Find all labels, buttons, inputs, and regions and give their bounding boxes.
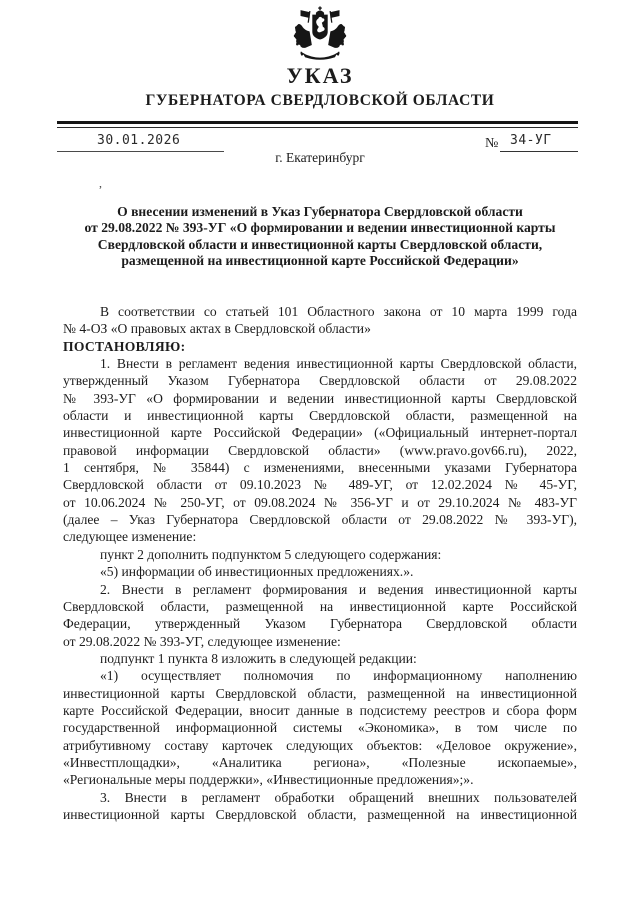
document-line: правовой информации Свердловской области» (www.pravo.gov66.ru), 2022,	[63, 442, 577, 458]
document-line: инвестиционной карты Свердловской области, размещенной на инвестиционной	[63, 685, 577, 701]
document-date: 30.01.2026	[97, 133, 181, 148]
document-line: «1) осуществляет полномочия по информационному наполнению	[100, 668, 577, 684]
document-line: карте Российской Федерации, вносит данные в подсистему реестров и сбора форм	[63, 702, 577, 718]
number-sign: №	[485, 136, 499, 151]
document-line: «5) информации об инвестиционных предложениях.».	[100, 564, 414, 580]
document-line: 3. Внести в регламент обработки обращений внешних пользователей	[100, 789, 577, 805]
document-line: Федерации, утвержденный Указом Губернатора Свердловской области	[63, 616, 577, 632]
decree-body	[63, 303, 577, 823]
document-line: государственной информационной системы «Экономика», в том числе по	[63, 720, 577, 736]
document-line: от 10.06.2024 № 250-УГ, от 09.08.2024 № 356-УГ и от 29.10.2024 № 483-УГ	[63, 494, 577, 510]
document-line: «Инвестплощадки», «Аналитика региона», «Полезные ископаемые»,	[63, 754, 577, 770]
document-line: 1. Внести в регламент ведения инвестиционной карты Свердловской области,	[100, 356, 577, 372]
document-line: следующее изменение:	[63, 529, 197, 545]
header-divider	[57, 121, 578, 128]
document-line: подпункт 1 пункта 8 изложить в следующей редакции:	[100, 650, 417, 666]
document-line: пункт 2 дополнить подпунктом 5 следующего содержания:	[100, 546, 442, 562]
document-line: атрибутивному составу карточек следующих объектов: «Деловое окружение»,	[63, 737, 577, 753]
document-number: 34-УГ	[510, 133, 552, 148]
document-type-heading: УКАЗ	[286, 63, 354, 88]
document-line: Свердловской области, размещенной на инвестиционной карте Российской	[63, 598, 577, 614]
document-line: В соответствии со статьей 101 Областного закона от 10 марта 1999 года	[100, 304, 577, 319]
document-line: 1 сентября, № 35844) с изменениями, внесенными указами Губернатора	[63, 460, 577, 476]
title-line: от 29.08.2022 № 393-УГ «О формировании и ведении инвестиционной карты	[84, 220, 556, 236]
document-line: инвестиционной карты Свердловской области, размещенной на инвестиционной	[63, 806, 577, 822]
document-line: № 393-УГ «О формировании и ведении инвестиционной карты Свердловской	[63, 390, 577, 406]
document-line: № 4-ОЗ «О правовых актах в Свердловской области»	[63, 321, 371, 337]
document-line: Свердловской области от 09.10.2023 № 489-УГ, от 12.02.2024 № 45-УГ,	[63, 477, 577, 493]
scan-artifact-mark: ,	[99, 176, 102, 190]
document-line: ПОСТАНОВЛЯЮ:	[63, 338, 186, 354]
coat-of-arms-icon	[291, 5, 349, 65]
document-line: инвестиционной карте Российской Федерации» («Официальный интернет-портал	[63, 425, 577, 441]
decree-title	[63, 204, 577, 269]
authority-heading: ГУБЕРНАТОРА СВЕРДЛОВСКОЙ ОБЛАСТИ	[145, 92, 495, 109]
city-label: г. Екатеринбург	[275, 150, 365, 165]
title-line: размещенной на инвестиционной карте Российской Федерации»	[121, 252, 519, 268]
document-line: (далее – Указ Губернатора Свердловской области от 29.08.2022 № 393-УГ),	[63, 512, 577, 528]
document-line: области и инвестиционной карты Свердловской области, размещенной на	[63, 408, 577, 424]
title-line: Свердловской области и инвестиционной карты Свердловской области,	[97, 236, 543, 252]
document-line: 2. Внести в регламент формирования и ведения инвестиционной карты	[100, 581, 577, 597]
document-line: «Региональные меры поддержки», «Инвестиционные предложения»;».	[63, 772, 474, 788]
document-line: утвержденный Указом Губернатора Свердловской области от 29.08.2022	[63, 373, 577, 389]
document-line: от 29.08.2022 № 393-УГ, следующее изменение:	[63, 633, 341, 649]
title-line: О внесении изменений в Указ Губернатора Свердловской области	[117, 204, 523, 219]
